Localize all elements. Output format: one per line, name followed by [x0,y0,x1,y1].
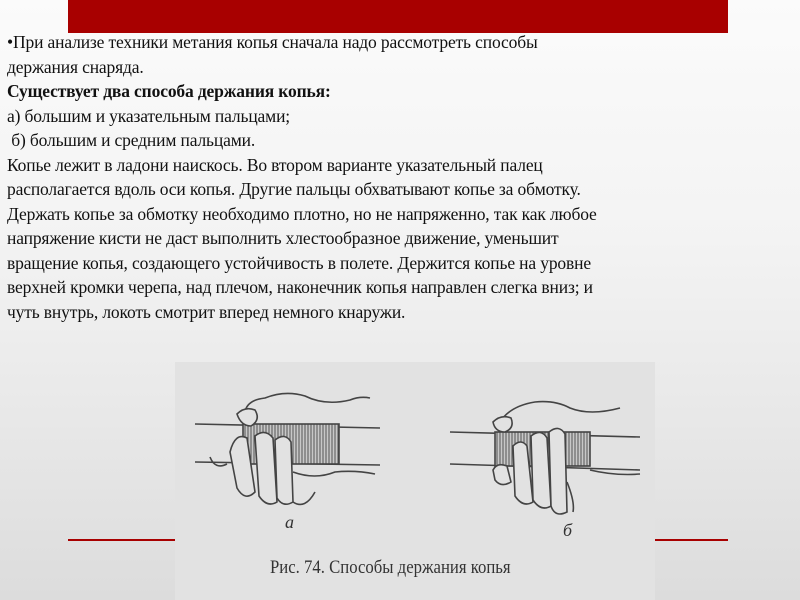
bullet-intro: •При анализе техники метания копья сначала надо рассмотреть способы [7,32,538,52]
grip-b-drawing [450,402,640,514]
paragraph-line: располагается вдоль оси копья. Другие пальцы обхватывают копье за обмотку. [7,179,581,199]
paragraph-line: чуть внутрь, локоть смотрит вперед немного кнаружи. [7,301,406,322]
figure-caption: Рис. 74. Способы держания копья [270,557,511,578]
section-heading: Существует два способа держания копья: [7,81,331,101]
paragraph-line: напряжение кисти не даст выполнить хлестообразное движение, уменьшит [7,228,559,248]
paragraph-line: Держать копье за обмотку необходимо плотно, но не напряженно, так как любое [7,203,597,224]
paragraph-line: вращение копья, создающего устойчивость в полете. Держится копье на уровне [7,252,591,273]
figure-label-b: б [563,520,573,540]
figure-label-a: а [285,512,294,532]
paragraph-line: верхней кромки черепа, над плечом, наконечник копья направлен слегка вниз; и [7,277,593,297]
javelin-grip-figure [175,362,655,600]
decorative-divider-right [655,539,728,541]
slide-body [7,30,797,324]
paragraph-line: Копье лежит в ладони наискось. Во втором варианте указательный палец [7,154,543,175]
bullet-intro-continued: держания снаряда. [7,56,144,77]
decorative-divider-left [68,539,178,541]
option-b: б) большим и средним пальцами. [7,130,256,150]
grip-a-drawing [195,393,380,504]
option-a: а) большим и указательным пальцами; [7,105,291,126]
title-accent-bar [68,0,728,33]
